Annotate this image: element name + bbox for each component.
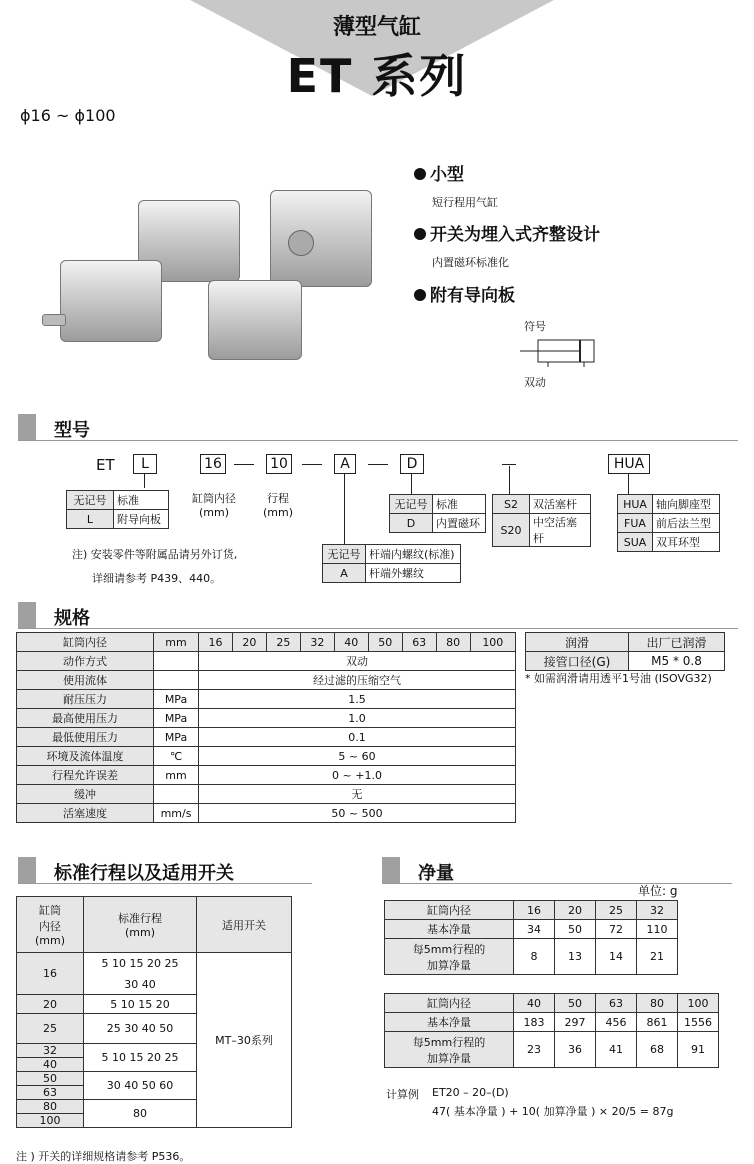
mount-option-table: HUA 轴向脚座型 FUA 前后法兰型 SUA 双耳环型: [617, 494, 720, 552]
calc-label: 计算例: [386, 1088, 419, 1101]
section-model: 型号: [18, 414, 738, 441]
table-row: 缓冲 无: [17, 785, 516, 804]
code-box-a: A: [334, 454, 356, 474]
page-title: ET 系列: [286, 49, 468, 103]
table-row: 动作方式 双动: [17, 652, 516, 671]
page-subtitle: 薄型气缸: [332, 15, 421, 40]
table-row: 最高使用压力 MPa 1.0: [17, 709, 516, 728]
weight-table-2: 缸筒内径 40 50 63 80 100 基本净量 183 297 456 861 1556 每5mm行程的 加算净量 23 36 41 68 91: [384, 993, 719, 1068]
symbol-label: 符号: [524, 320, 546, 333]
table-row: 环境及流体温度 ℃ 5 ~ 60: [17, 747, 516, 766]
double-acting-symbol: [518, 336, 598, 368]
d-option-table: 无记号 标准 D 内置磁环: [389, 494, 486, 533]
weight-table-1: 缸筒内径 16 20 25 32 基本净量 34 50 72 110 每5mm行程的 加算净量 8 13 14 21: [384, 900, 678, 975]
s-option-table: S2 双活塞杆 S20 中空活塞杆: [492, 494, 591, 547]
bore-range: ϕ16 ~ ϕ100: [20, 106, 116, 125]
code-box-stroke: 10: [266, 454, 292, 474]
lubrication-note: * 如需润滑请用透平1号油 (ISOVG32): [525, 672, 712, 685]
table-row: 耐压压力 MPa 1.5: [17, 690, 516, 709]
stroke-label: 行程 (mm): [262, 492, 293, 519]
calc-formula: 47( 基本净量 ) + 10( 加算净量 ) × 20/5 = 87g: [432, 1105, 674, 1118]
table-row: 最低使用压力 MPa 0.1: [17, 728, 516, 747]
stroke-table: 缸筒 内径 (mm) 标准行程 (mm) 适用开关 16 5 10 15 20 25 30 40 MT–30系列 20 5 10 15 20 25 25 30 40 50 32 5 10 15 20 25 40 50 30 40 50 60 63 80 80 100: [16, 896, 292, 1128]
feature-3: 附有导向板: [414, 281, 515, 306]
feature-2-sub: 内置磁环标准化: [432, 256, 509, 269]
code-box-d: D: [400, 454, 424, 474]
weight-unit: 单位: g: [638, 884, 678, 898]
stroke-note: 注 ) 开关的详细规格请参考 P536。: [16, 1150, 191, 1163]
switch-cell: MT–30系列: [197, 953, 292, 1128]
section-spec: 规格: [18, 602, 738, 629]
code-box-bore: 16: [200, 454, 226, 474]
feature-1-sub: 短行程用气缸: [432, 196, 498, 209]
feature-2: 开关为埋入式齐整设计: [414, 220, 600, 245]
product-photo: [30, 190, 390, 380]
l-option-table: 无记号 标准 L 附导向板: [66, 490, 169, 529]
section-stroke: 标准行程以及适用开关: [18, 857, 312, 884]
feature-1: 小型: [414, 160, 464, 185]
model-note-1: 注) 安装零件等附属品请另外订货,: [72, 548, 238, 561]
a-option-table: 无记号 杆端内螺纹(标准) A 杆端外螺纹: [322, 544, 461, 583]
symbol-caption: 双动: [524, 376, 546, 389]
table-row: 使用流体 经过滤的压缩空气: [17, 671, 516, 690]
model-note-2: 详细请参考 P439、440。: [92, 572, 222, 585]
model-prefix: ET: [96, 456, 115, 474]
table-row: 行程允许误差 mm 0 ~ +1.0: [17, 766, 516, 785]
code-box-hua: HUA: [608, 454, 650, 474]
lubrication-table: 润滑 出厂已润滑 接管口径(G) M5 * 0.8: [525, 632, 725, 671]
section-weight: 净量: [382, 857, 732, 884]
code-box-l: L: [133, 454, 157, 474]
calc-model: ET20 – 20–(D): [432, 1086, 509, 1099]
table-row: 活塞速度 mm/s 50 ~ 500: [17, 804, 516, 823]
bore-label: 缸筒内径 (mm): [192, 492, 236, 519]
spec-table: 缸筒内径 mm 16 20 25 32 40 50 63 80 100 动作方式 双动 使用流体 经过滤的压缩空气 耐压压力 MPa 1.5 最高使用压力 MPa 1.0 最低使用压力 MPa 0.1 环境及流体温度 ℃ 5 ~ 60 行程允许误差 mm 0 ~ +1.0 缓冲 无 活塞速度 mm/s 50 ~ 500: [16, 632, 516, 823]
